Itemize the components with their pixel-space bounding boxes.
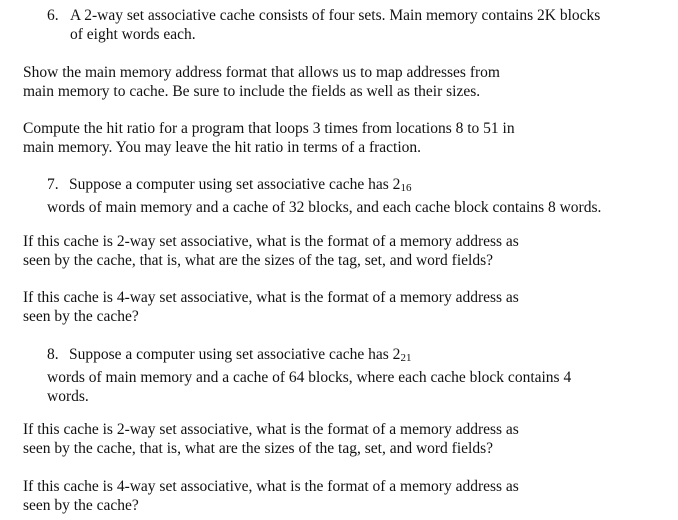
question-8-part-b-line-1: If this cache is 4-way set associative, what is the format of a memory address as [23,478,519,495]
question-8-exponent: 21 [400,352,412,364]
question-6-line-1 [47,6,600,25]
question-6-text-2: of eight words each. [70,26,196,43]
question-7-part-a-line-1: If this cache is 2-way set associative, what is the format of a memory address as [23,233,519,250]
question-7 [47,175,601,217]
question-6-part-b-line-1: Compute the hit ratio for a program that loops 3 times from locations 8 to 51 in [23,120,515,137]
question-6-part-a-line-1: Show the main memory address format that allows us to map addresses from [23,64,500,81]
question-7-text-1: Suppose a computer using set associative cache has 2 [69,176,401,193]
question-7-part-a [23,232,519,270]
question-8-part-a-line-1: If this cache is 2-way set associative, what is the format of a memory address as [23,421,519,438]
question-8-line-1 [47,345,571,368]
question-7-text-2: words of main memory and a cache of 32 blocks, and each cache block contains 8 words. [47,199,602,216]
question-7-line-1 [47,175,601,198]
question-8-text-2: words of main memory and a cache of 64 blocks, where each cache block contains 4 [47,369,572,386]
question-6 [47,6,600,44]
question-6-number: 6. [47,7,59,24]
question-8-text-1: Suppose a computer using set associative cache has 2 [69,346,401,363]
question-8-text-3: words. [47,388,89,405]
question-7-part-b [23,288,519,326]
question-8-part-b [23,477,519,515]
question-8-number: 8. [47,346,59,363]
question-7-number: 7. [47,176,59,193]
question-7-part-b-line-2: seen by the cache? [23,308,139,325]
question-7-part-a-line-2: seen by the cache, that is, what are the sizes of the tag, set, and word fields? [23,252,493,269]
question-7-part-b-line-1: If this cache is 4-way set associative, what is the format of a memory address as [23,289,519,306]
question-6-part-b [23,119,515,157]
question-8-part-b-line-2: seen by the cache? [23,497,139,514]
question-6-part-a [23,63,500,101]
question-8-part-a-line-2: seen by the cache, that is, what are the sizes of the tag, set, and word fields? [23,440,493,457]
question-8-part-a [23,420,519,458]
question-6-text-1: A 2-way set associative cache consists of four sets. Main memory contains 2K blocks [70,7,601,24]
question-7-exponent: 16 [400,182,412,194]
question-6-part-b-line-2: main memory. You may leave the hit ratio in terms of a fraction. [23,139,422,156]
question-8 [47,345,571,406]
question-6-part-a-line-2: main memory to cache. Be sure to include the fields as well as their sizes. [23,83,481,100]
